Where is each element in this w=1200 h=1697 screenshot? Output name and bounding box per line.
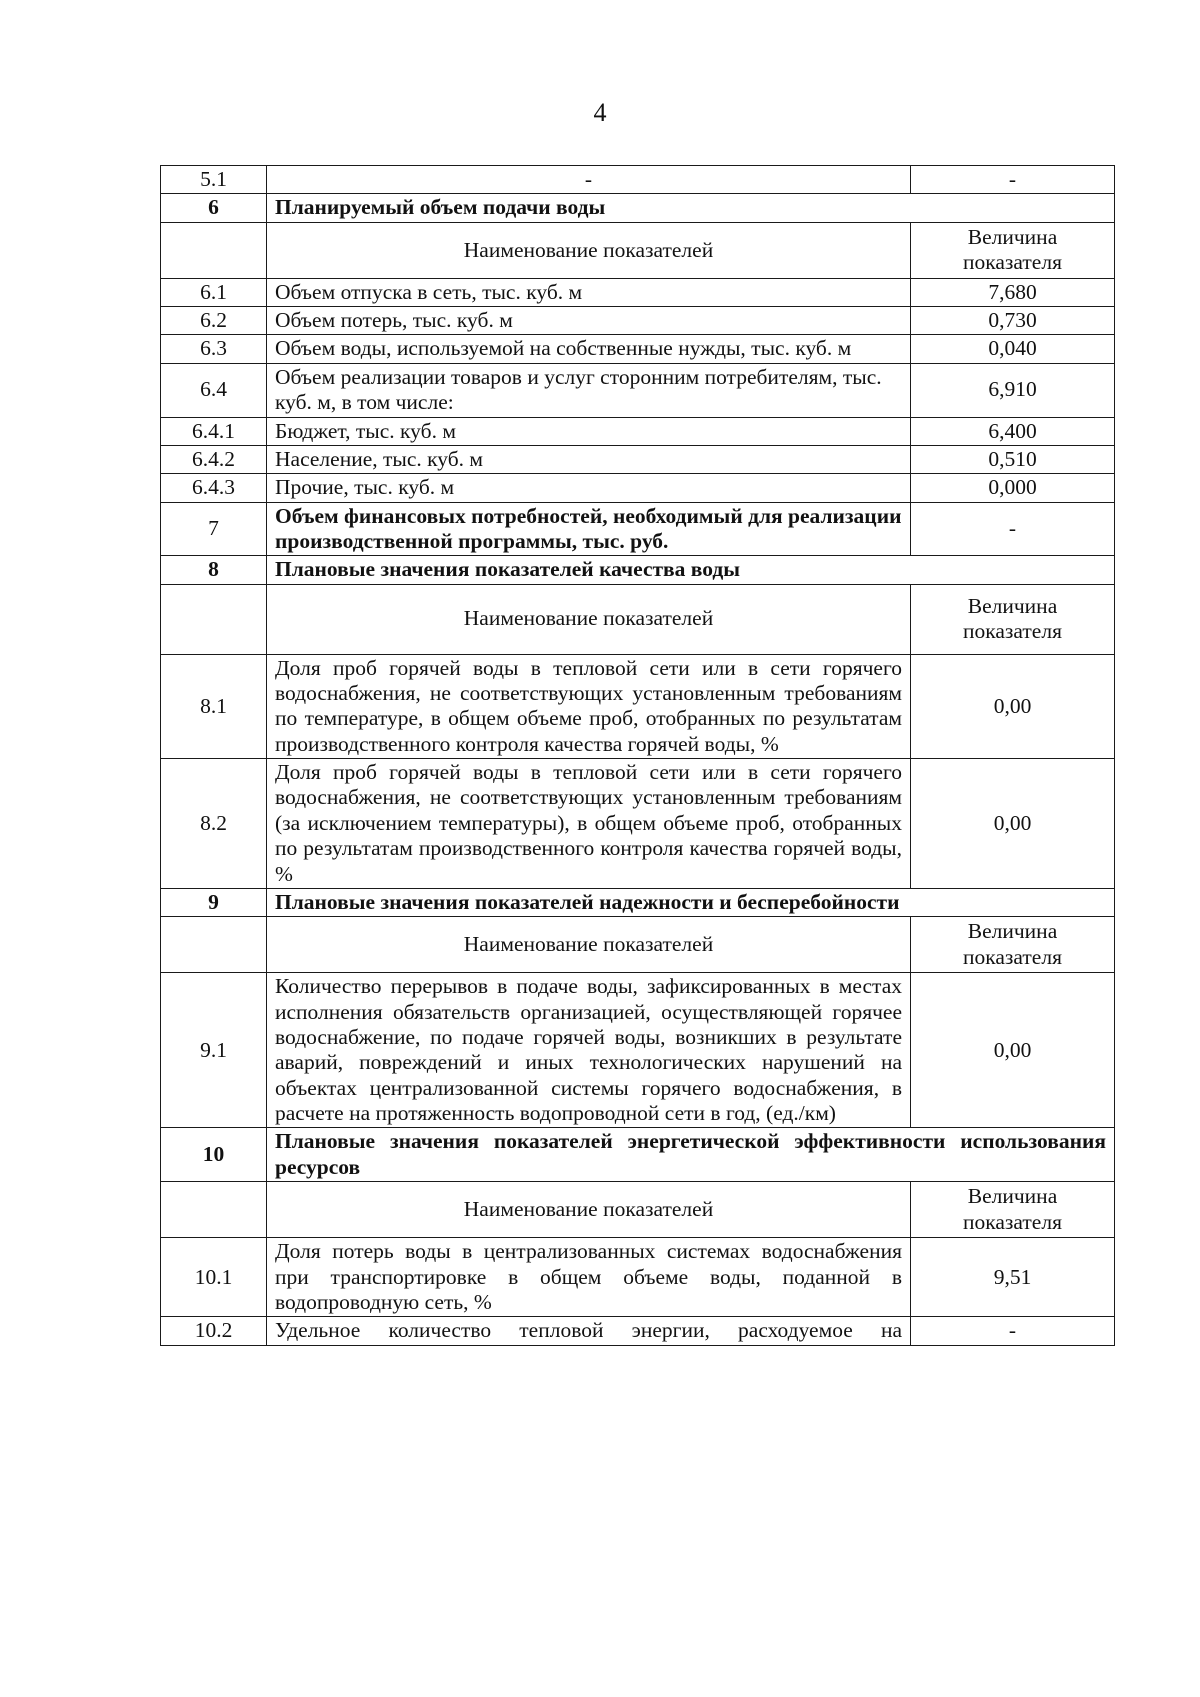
table-row	[161, 1317, 1115, 1345]
table-row	[161, 973, 1115, 1128]
row-name: Объем потерь, тыс. куб. м	[267, 307, 911, 335]
section-row	[161, 556, 1115, 584]
row-name: Население, тыс. куб. м	[267, 445, 911, 473]
column-header-row	[161, 222, 1115, 278]
column-header-name: Наименование показателей	[267, 917, 911, 973]
section-title: Плановые значения показателей качества воды	[267, 556, 1115, 584]
row-number: 9.1	[161, 973, 267, 1128]
section-row	[161, 194, 1115, 222]
table-row	[161, 307, 1115, 335]
row-value: 0,040	[911, 335, 1115, 363]
row-value: -	[911, 166, 1115, 194]
row-value: 9,51	[911, 1238, 1115, 1317]
section-title: Плановые значения показателей надежности и бесперебойности	[267, 888, 1115, 916]
table-row	[161, 335, 1115, 363]
section-row	[161, 888, 1115, 916]
section-title: Плановые значения показателей энергетической эффективности использования ресурсов	[267, 1128, 1115, 1182]
row-number: 6.4.2	[161, 445, 267, 473]
row-value: 0,510	[911, 445, 1115, 473]
column-header-value: Величина показателя	[911, 584, 1115, 654]
column-header-name: Наименование показателей	[267, 584, 911, 654]
indicators-table	[160, 165, 1115, 1346]
row-number: 5.1	[161, 166, 267, 194]
row-name: Объем реализации товаров и услуг сторонним потребителям, тыс. куб. м, в том числе:	[267, 363, 911, 417]
row-name: Бюджет, тыс. куб. м	[267, 417, 911, 445]
column-header-value: Величина показателя	[911, 222, 1115, 278]
row-value: 6,400	[911, 417, 1115, 445]
row-number: 8.2	[161, 759, 267, 889]
column-header-value: Величина показателя	[911, 917, 1115, 973]
table-row	[161, 166, 1115, 194]
column-header-row	[161, 584, 1115, 654]
empty-cell	[161, 1182, 267, 1238]
row-value: -	[911, 1317, 1115, 1345]
row-name: Объем воды, используемой на собственные нужды, тыс. куб. м	[267, 335, 911, 363]
row-number: 6.4	[161, 363, 267, 417]
row-name: Удельное количество тепловой энергии, расходуемое на	[267, 1317, 911, 1345]
row-number: 10.2	[161, 1317, 267, 1345]
row-value: 7,680	[911, 278, 1115, 306]
table-row	[161, 759, 1115, 889]
row-number: 6.3	[161, 335, 267, 363]
table-row	[161, 417, 1115, 445]
row-value: 0,000	[911, 474, 1115, 502]
column-header-name: Наименование показателей	[267, 1182, 911, 1238]
row-number: 6.2	[161, 307, 267, 335]
section-number: 8	[161, 556, 267, 584]
section-row	[161, 502, 1115, 556]
column-header-row	[161, 917, 1115, 973]
table-row	[161, 474, 1115, 502]
table-row	[161, 278, 1115, 306]
row-number: 10.1	[161, 1238, 267, 1317]
section-number: 7	[161, 502, 267, 556]
row-number: 6.4.1	[161, 417, 267, 445]
row-name: Прочие, тыс. куб. м	[267, 474, 911, 502]
row-name: Доля потерь воды в централизованных системах водоснабжения при транспортировке в общем объеме воды, поданной в водопроводную сеть, %	[267, 1238, 911, 1317]
empty-cell	[161, 917, 267, 973]
row-name: Доля проб горячей воды в тепловой сети или в сети горячего водоснабжения, не соответствующих установленным требованиям по температуре, в общем объеме проб, отобранных по результатам производственного контроля качества горячей воды, %	[267, 654, 911, 758]
section-row	[161, 1128, 1115, 1182]
column-header-row	[161, 1182, 1115, 1238]
row-value: 0,730	[911, 307, 1115, 335]
table-row	[161, 654, 1115, 758]
empty-cell	[161, 584, 267, 654]
row-number: 6.4.3	[161, 474, 267, 502]
page-number: 4	[593, 98, 607, 127]
section-title: Планируемый объем подачи воды	[267, 194, 1115, 222]
row-value: 0,00	[911, 759, 1115, 889]
column-header-value: Величина показателя	[911, 1182, 1115, 1238]
row-name: Доля проб горячей воды в тепловой сети или в сети горячего водоснабжения, не соответствующих установленным требованиям (за исключением температуры), в общем объеме проб, отобранных по результатам производственного контроля качества горячей воды, %	[267, 759, 911, 889]
section-number: 9	[161, 888, 267, 916]
row-name: Количество перерывов в подаче воды, зафиксированных в местах исполнения обязательств организацией, осуществляющей горячее водоснабжение, по подаче горячей воды, возникших в результате аварий, повреждений и иных технологических нарушений на объектах централизованной системы горячего водоснабжения, в расчете на протяженность водопроводной сети в год, (ед./км)	[267, 973, 911, 1128]
row-number: 8.1	[161, 654, 267, 758]
section-value: -	[911, 502, 1115, 556]
section-number: 10	[161, 1128, 267, 1182]
table-row	[161, 1238, 1115, 1317]
row-value: 0,00	[911, 654, 1115, 758]
section-number: 6	[161, 194, 267, 222]
row-name: Объем отпуска в сеть, тыс. куб. м	[267, 278, 911, 306]
empty-cell	[161, 222, 267, 278]
row-number: 6.1	[161, 278, 267, 306]
table-row	[161, 363, 1115, 417]
table-row	[161, 445, 1115, 473]
section-title: Объем финансовых потребностей, необходимый для реализации производственной программы, тыс. руб.	[267, 502, 911, 556]
row-value: 6,910	[911, 363, 1115, 417]
row-value: 0,00	[911, 973, 1115, 1128]
column-header-name: Наименование показателей	[267, 222, 911, 278]
row-name: -	[267, 166, 911, 194]
